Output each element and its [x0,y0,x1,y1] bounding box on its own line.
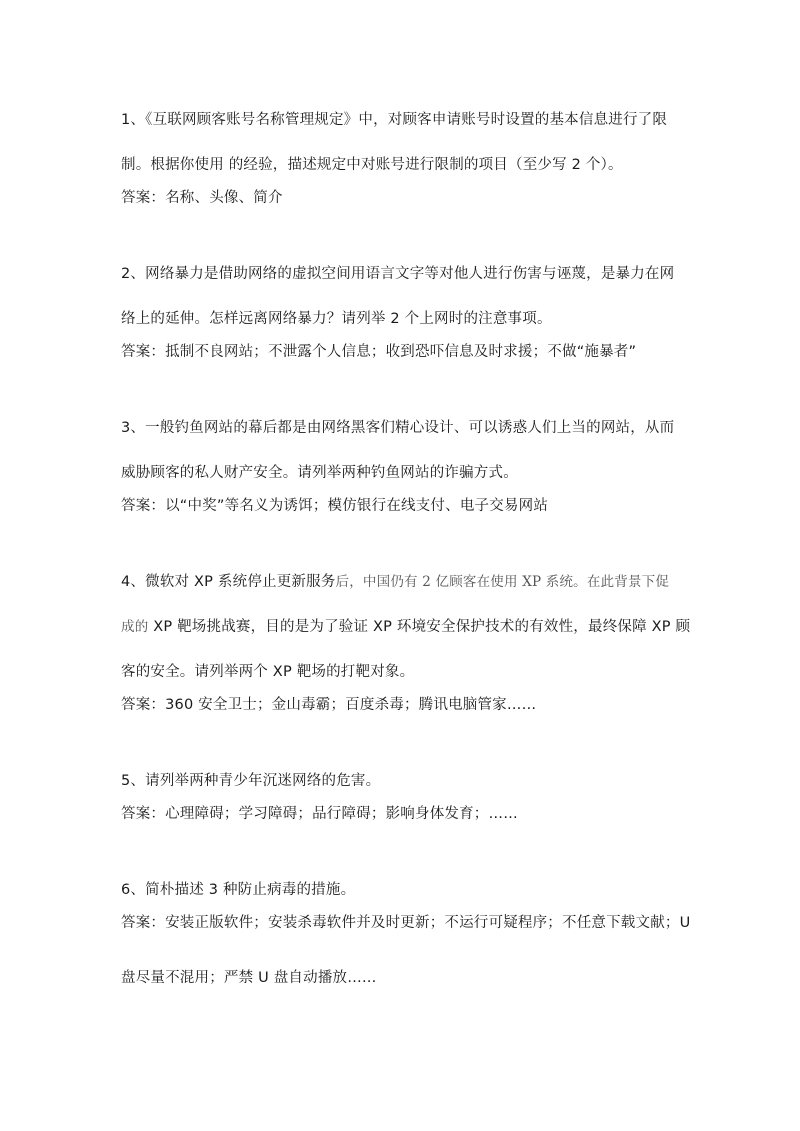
question-6-line-1: 6、简朴描述 3 种防止病毒的措施。 [121,882,356,898]
answer-4: 答案：360 安全卫士；金山毒霸；百度杀毒；腾讯电脑管家…… [121,697,537,713]
answer-6-line-2: 盘尽量不混用；严禁 U 盘自动播放…… [121,970,377,986]
answer-3: 答案：以“中奖”等名义为诱饵；模仿银行在线支付、电子交易网站 [121,498,549,514]
question-4-line-1-part-a: 4、微软对 XP 系统停止更新服务 [121,574,336,590]
question-4-line-2-part-a: 成的 [121,619,149,635]
question-2-line-1: 2、网络暴力是借助网络的虚拟空间用语言文字等对他人进行伤害与诬蔑，是暴力在网 [121,266,675,282]
question-4-line-1-part-b: 后，中国仍有 2 亿顾客在使用 XP 系统。在此背景下促 [335,574,670,590]
answer-5: 答案：心理障碍；学习障碍；品行障碍；影响身体发育；…… [121,806,518,822]
answer-6-line-1: 答案：安装正版软件；安装杀毒软件并及时更新；不运行可疑程序；不任意下载文献；U [121,915,691,931]
question-5-line-1: 5、请列举两种青少年沉迷网络的危害。 [121,773,381,789]
question-3-line-2: 威胁顾客的私人财产安全。请列举两种钓鱼网站的诈骗方式。 [121,465,518,481]
question-4-line-2-part-b: XP 靶场挑战赛，目的是为了验证 XP 环境安全保护技术的有效性，最终保障 XP 顾 [148,619,691,635]
question-1-line-1: 1、《互联网顾客账号名称管理规定》中，对顾客申请账号时设置的基本信息进行了限 [121,112,668,128]
question-3-line-1: 3、一般钓鱼网站的幕后都是由网络黑客们精心设计、可以诱惑人们上当的网站，从而 [121,420,675,436]
question-1-line-2: 制。根据你使用 的经验，描述规定中对账号进行限制的项目（至少写 2 个）。 [121,157,623,173]
answer-2: 答案：抵制不良网站；不泄露个人信息；收到恐吓信息及时求援；不做“施暴者” [121,344,637,360]
question-4-line-1 [121,572,669,592]
question-2-line-2: 络上的延伸。怎样远离网络暴力？请列举 2 个上网时的注意事项。 [121,311,552,327]
question-4-line-3: 客的安全。请列举两个 XP 靶场的打靶对象。 [121,664,415,680]
answer-1: 答案：名称、头像、简介 [121,190,283,206]
question-4-line-2 [121,617,690,637]
